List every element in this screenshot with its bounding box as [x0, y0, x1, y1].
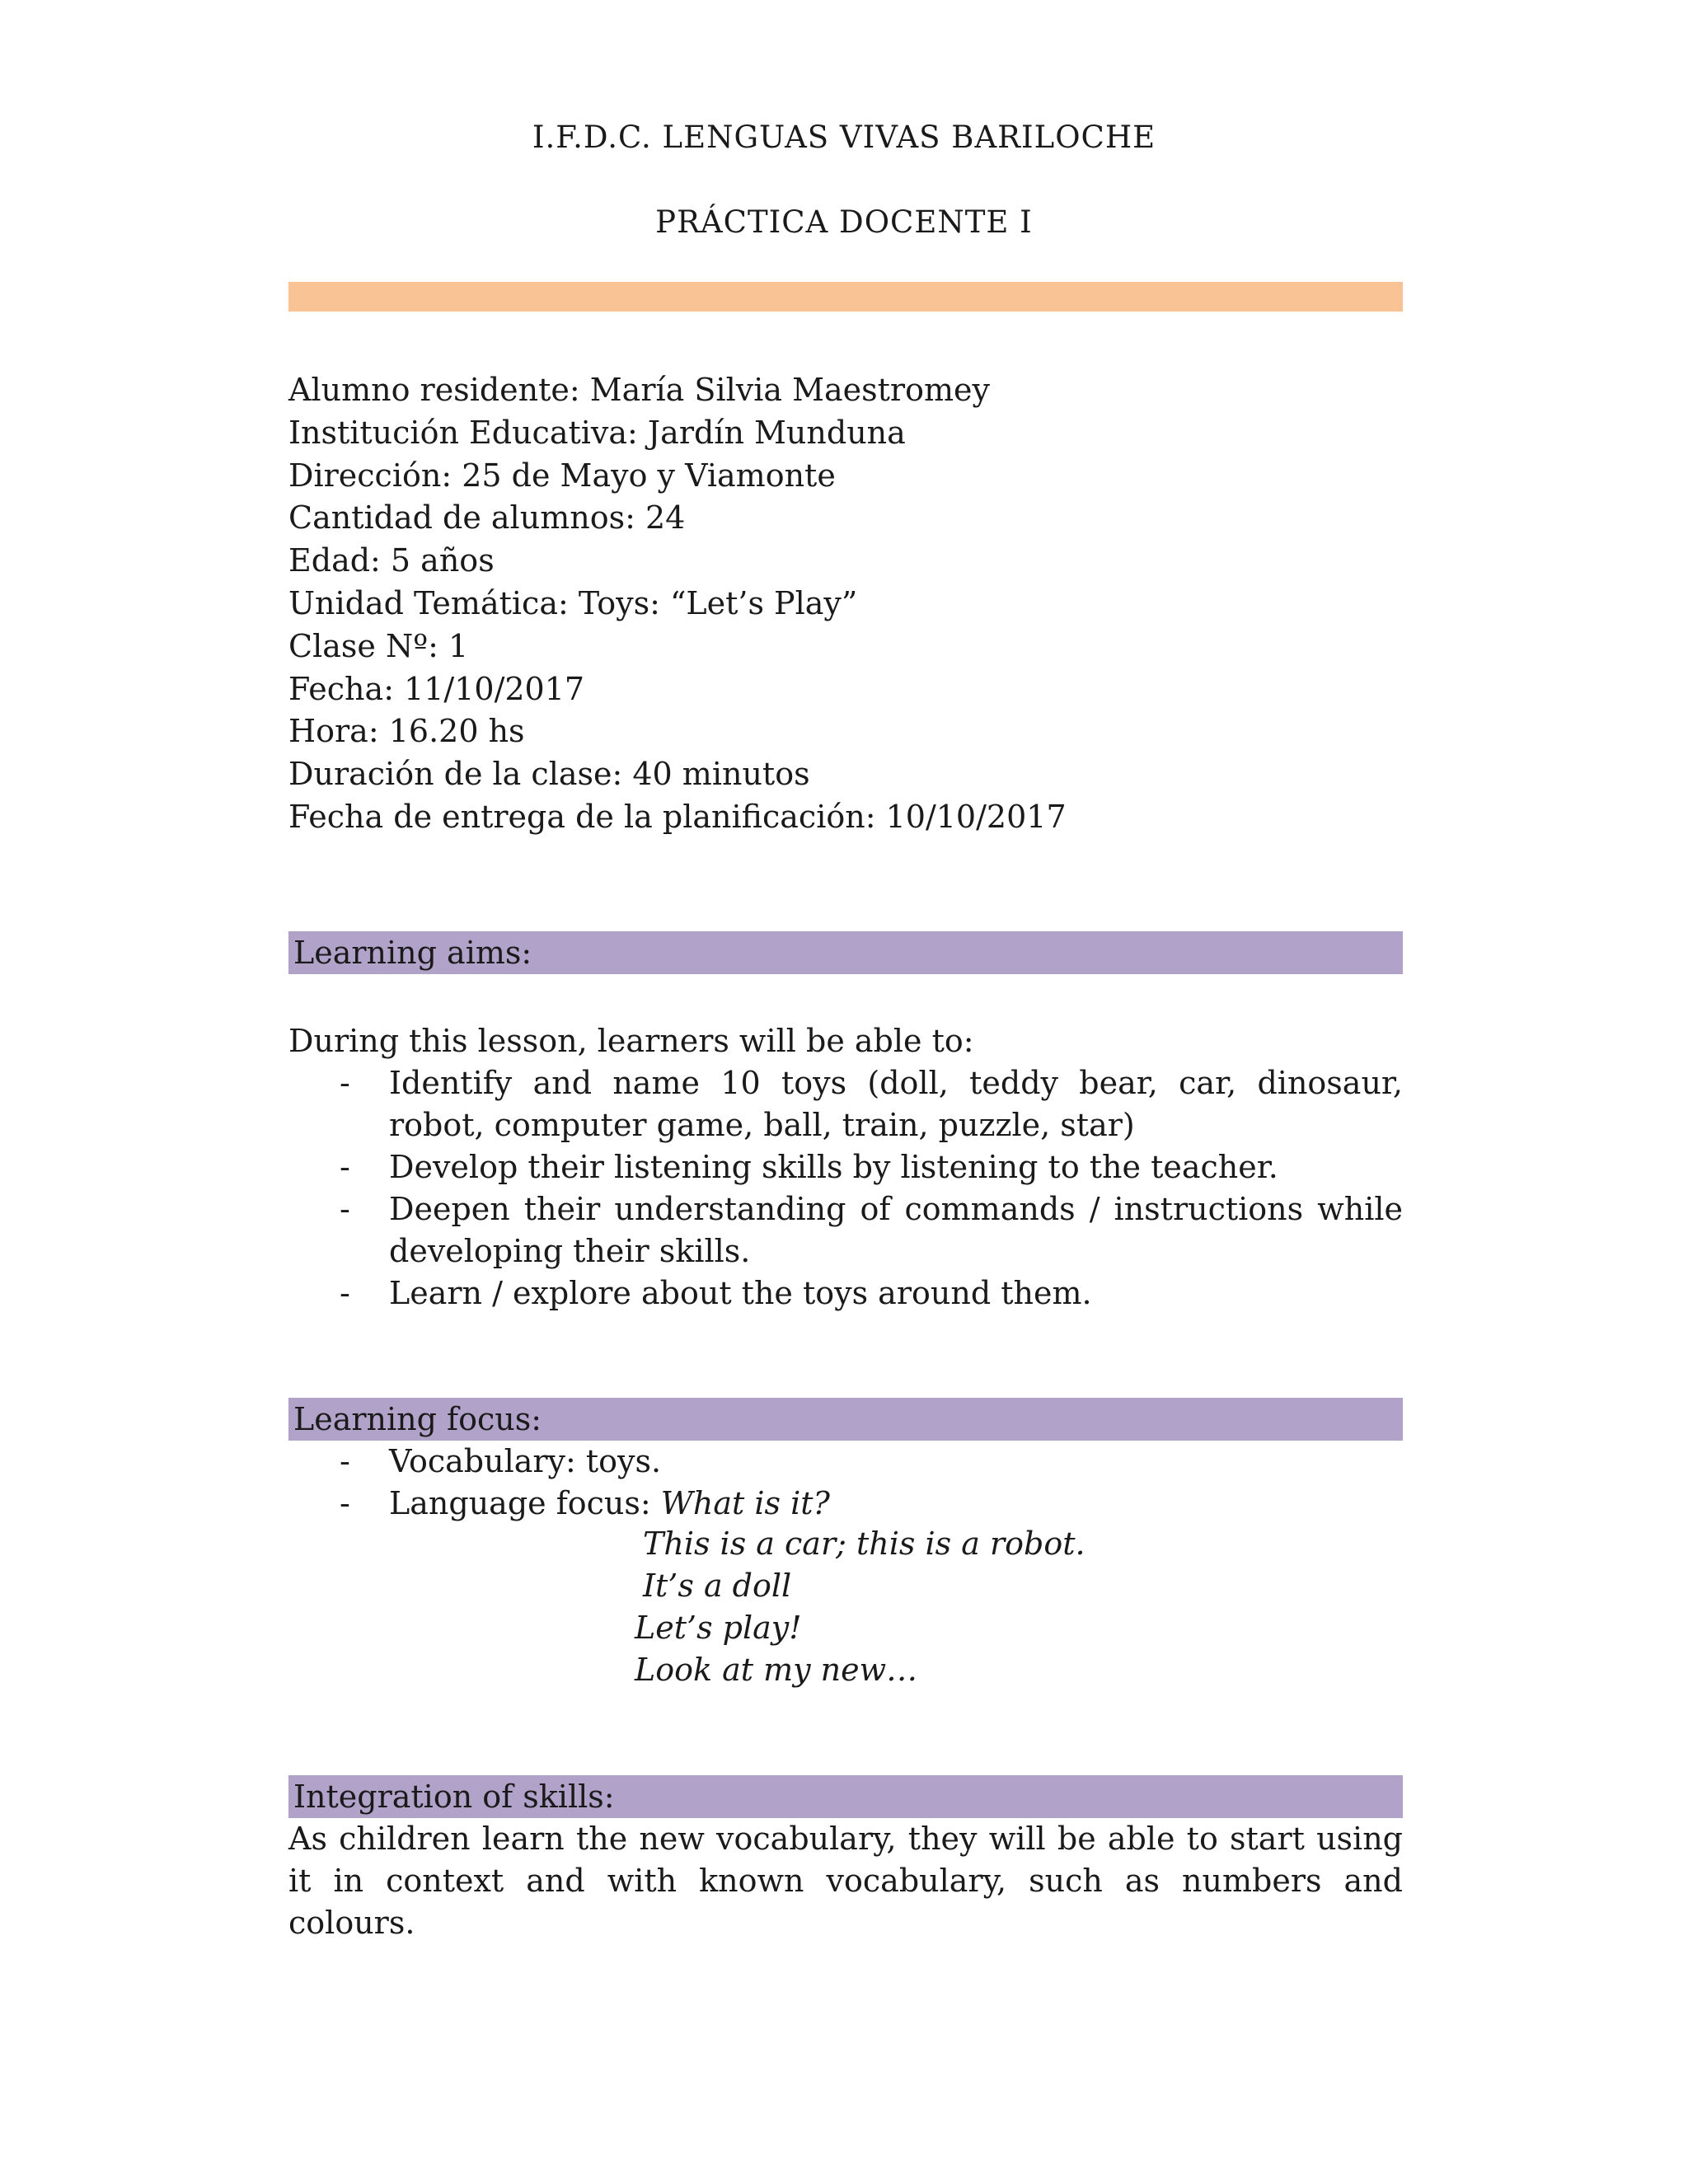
info-class-number: Clase Nº: 1: [288, 627, 469, 664]
info-time: Hora: 16.20 hs: [288, 713, 525, 750]
learning-focus-body: [288, 1441, 1403, 1525]
learning-focus-heading: Learning focus:: [288, 1398, 1403, 1441]
institution-title: I.F.D.C. LENGUAS VIVAS BARILOCHE: [532, 120, 1156, 155]
list-item: - Vocabulary: toys.: [288, 1441, 1403, 1483]
info-student: Alumno residente: María Silvia Maestromey: [288, 372, 990, 408]
list-item: - Identify and name 10 toys (doll, teddy bear, car, dinosaur, robot, computer game, ball, train, puzzle, star): [288, 1062, 1403, 1146]
info-delivery-date: Fecha de entrega de la planificación: 10/10/2017: [288, 798, 1067, 835]
integration-heading: Integration of skills:: [288, 1775, 1403, 1818]
learning-aims-intro: During this lesson, learners will be able to:: [288, 1023, 974, 1059]
dash-bullet: -: [340, 1191, 350, 1227]
learning-aims-body: [288, 1020, 1403, 1315]
info-institution: Institución Educativa: Jardín Munduna: [288, 414, 906, 451]
info-age: Edad: 5 años: [288, 542, 495, 579]
list-item: - Develop their listening skills by listening to the teacher.: [288, 1146, 1403, 1188]
info-date: Fecha: 11/10/2017: [288, 670, 585, 707]
learning-focus-list: [288, 1441, 1403, 1525]
dash-bullet: -: [340, 1065, 350, 1101]
dash-bullet: -: [340, 1149, 350, 1185]
info-address: Dirección: 25 de Mayo y Viamonte: [288, 457, 836, 494]
list-item: - Learn / explore about the toys around them.: [288, 1272, 1403, 1315]
language-example: What is it?: [660, 1485, 830, 1521]
info-students-count: Cantidad de alumnos: 24: [288, 499, 686, 537]
learning-aims-list: [288, 1062, 1403, 1315]
info-duration: Duración de la clase: 40 minutos: [288, 756, 810, 793]
course-title: PRÁCTICA DOCENTE I: [655, 204, 1033, 240]
dash-bullet: -: [340, 1485, 350, 1521]
list-item: [288, 1483, 1403, 1525]
language-example: Look at my new…: [635, 1652, 918, 1688]
language-example: This is a car; this is a robot.: [643, 1526, 1085, 1562]
list-item: - Deepen their understanding of commands / instructions while developing their skills.: [288, 1188, 1403, 1272]
dash-bullet: -: [340, 1275, 350, 1311]
language-example: Let’s play!: [635, 1610, 802, 1646]
integration-text: As children learn the new vocabulary, they will be able to start using it in context and with known vocabulary, such as numbers and colours.: [288, 1821, 1403, 1941]
class-info-list: [288, 369, 1403, 839]
info-unit: Unidad Temática: Toys: “Let’s Play”: [288, 584, 858, 621]
language-example: It’s a doll: [643, 1568, 792, 1604]
language-focus-label: Language focus:: [389, 1485, 661, 1521]
dash-bullet: -: [340, 1443, 350, 1479]
header-divider-bar: [288, 282, 1403, 312]
learning-aims-heading: Learning aims:: [288, 931, 1403, 974]
